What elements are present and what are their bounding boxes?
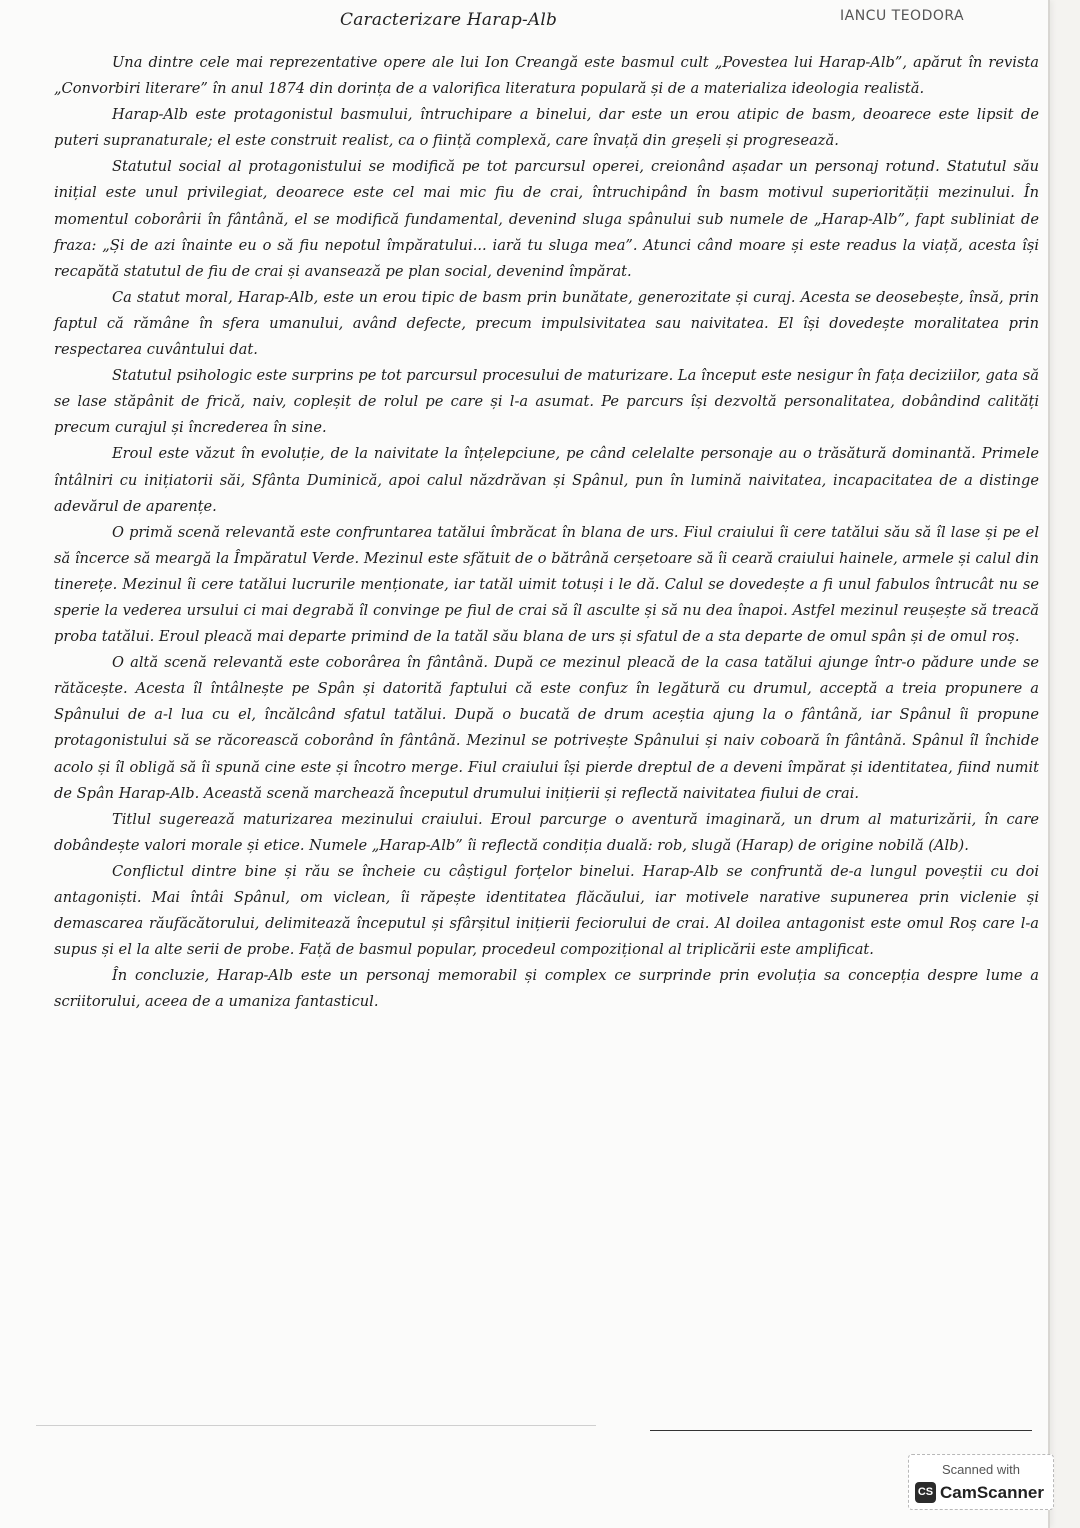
author-name: IANCU TEODORA <box>840 8 965 24</box>
essay-body <box>54 50 1039 1015</box>
paragraph: Una dintre cele mai reprezentative opere ale lui Ion Creangă este basmul cult „Povestea lui Harap-Alb”, apărut în revista „Convorbiri literare” în anul 1874 din dorința de a valorifica literatura populară și de a materializa ideologia realistă. <box>54 54 1039 98</box>
page-header <box>0 6 1048 36</box>
camscanner-brand: CamScanner <box>940 1483 1044 1502</box>
paragraph: În concluzie, Harap-Alb este un personaj memorabil și complex ce surprinde prin evoluția sa concepția despre lume a scriitorului, aceea de a umaniza fantasticul. <box>54 967 1039 1011</box>
paragraph: Harap-Alb este protagonistul basmului, întruchipare a binelui, dar este un erou atipic de basm, deoarece este lipsit de puteri supranaturale; el este construit realist, ca o ființă complexă, care învață din greșeli și progresează. <box>54 106 1039 150</box>
paragraph: O altă scenă relevantă este coborârea în fântână. După ce mezinul pleacă de la casa tatălui ajunge într-o pădure unde se rătăcește. Acesta îl întâlnește pe Spân și datorită faptului că este confuz în legătură cu drumul, acceptă a treia propunere a Spânului de a-l lua cu el, încălcând sfatul tatălui. După o bucată de drum aceștia ajung la o fântână, iar Spânul îi propune protagonistului să se răcorească coborând în fântână. Mezinul se potrivește Spânului și naiv coboară în fântână. Spânul îl închide acolo și îl obligă să îi spună cine este și încotro merge. Fiul craiului își pierde dreptul de a deveni împărat și identitatea, fiind numit de Spân Harap-Alb. Această scenă marchează începutul drumului inițierii și reflectă naivitatea fiului de crai. <box>54 654 1039 802</box>
signature-line <box>650 1430 1032 1431</box>
paragraph: Conflictul dintre bine și rău se încheie cu câștigul forțelor binelui. Harap-Alb se confruntă de-a lungul poveștii cu doi antagoniști. Mai întâi Spânul, om viclean, îi răpește identitatea flăcăului, iar motivele narative supunerea prin viclenie și demascarea răufăcătorului, delimitează începutul și sfârșitul inițierii feciorului de crai. Al doilea antagonist este omul Roș care l-a supus și el la alte serii de probe. Față de basmul popular, procedeul compozițional al triplicării este amplificat. <box>54 862 1039 959</box>
paragraph: Titlul sugerează maturizarea mezinului craiului. Eroul parcurge o aventură imaginară, un drum al maturizării, în care dobândește valori morale și etice. Numele „Harap-Alb” îi reflectă condiția duală: rob, slugă (Harap) de origine nobilă (Alb). <box>54 810 1039 854</box>
paragraph: Eroul este văzut în evoluție, de la naivitate la înțelepciune, pe când celelalte personaje au o trăsătură dominantă. Primele întâlniri cu inițiatorii săi, Sfânta Duminică, apoi calul năzdrăvan și Spânul, pun în lumină naivitatea, incapacitatea de a distinge adevărul de aparențe. <box>54 445 1039 515</box>
page-title: Caracterizare Harap-Alb <box>340 10 558 30</box>
page-divider <box>36 1425 596 1426</box>
paragraph: O primă scenă relevantă este confruntarea tatălui îmbrăcat în blana de urs. Fiul craiului îi cere tatălui său să îl lase și pe el să încerce să meargă la Împăratul Verde. Mezinul este sfătuit de o bătrână cerșetoare să îi ceară craiului hainele, armele și calul din tinerețe. Mezinul îi cere tatălui lucrurile menționate, iar tatăl uimit totuși i le dă. Calul se dovedește a fi unul fabulos întrucât nu se sperie la vederea ursului ci mai degrabă îl convinge pe fiul de crai să îl asculte și să nu dea înapoi. Astfel mezinul reușește să treacă proba tatălui. Eroul pleacă mai departe primind de la tatăl său blana de urs și sfatul de a sta departe de omul spân și de omul roș. <box>54 523 1039 646</box>
paragraph: Statutul psihologic este surprins pe tot parcursul procesului de maturizare. La început este nesigur în fața deciziilor, gata să se lase stăpânit de frică, naiv, copleșit de rolul pe care și l-a asumat. Pe parcurs își dezvoltă personalitatea, dobândind calități precum curajul și încrederea în sine. <box>54 367 1039 437</box>
camscanner-logo-icon: CS <box>915 1482 936 1503</box>
camscanner-watermark <box>908 1454 1054 1510</box>
scanned-with-caption: Scanned with <box>941 1462 1021 1477</box>
paragraph: Ca statut moral, Harap-Alb, este un erou tipic de basm prin bunătate, generozitate și curaj. Acesta se deosebește, însă, prin faptul că rămâne în sfera umanului, având defecte, precum impulsivitatea sau naivitatea. El își dovedește moralitatea prin respectarea cuvântului dat. <box>54 288 1039 359</box>
paragraph: Statutul social al protagonistului se modifică pe tot parcursul operei, creionând așadar un personaj rotund. Statutul său inițial este unul privilegiat, deoarece este cel mai mic fiu de crai, întruchipând în basm motivul superiorității mezinului. În momentul coborârii în fântână, el se modifică fundamental, devenind sluga spânului sub numele de „Harap-Alb”, fapt subliniat de fraza: „Și de azi înainte eu o să fiu nepotul împăratului... iară tu sluga mea”. Atunci când moare și este readus la viață, acesta își recapătă statutul de fiu de crai și avansează pe plan social, devenind împărat. <box>54 158 1039 280</box>
